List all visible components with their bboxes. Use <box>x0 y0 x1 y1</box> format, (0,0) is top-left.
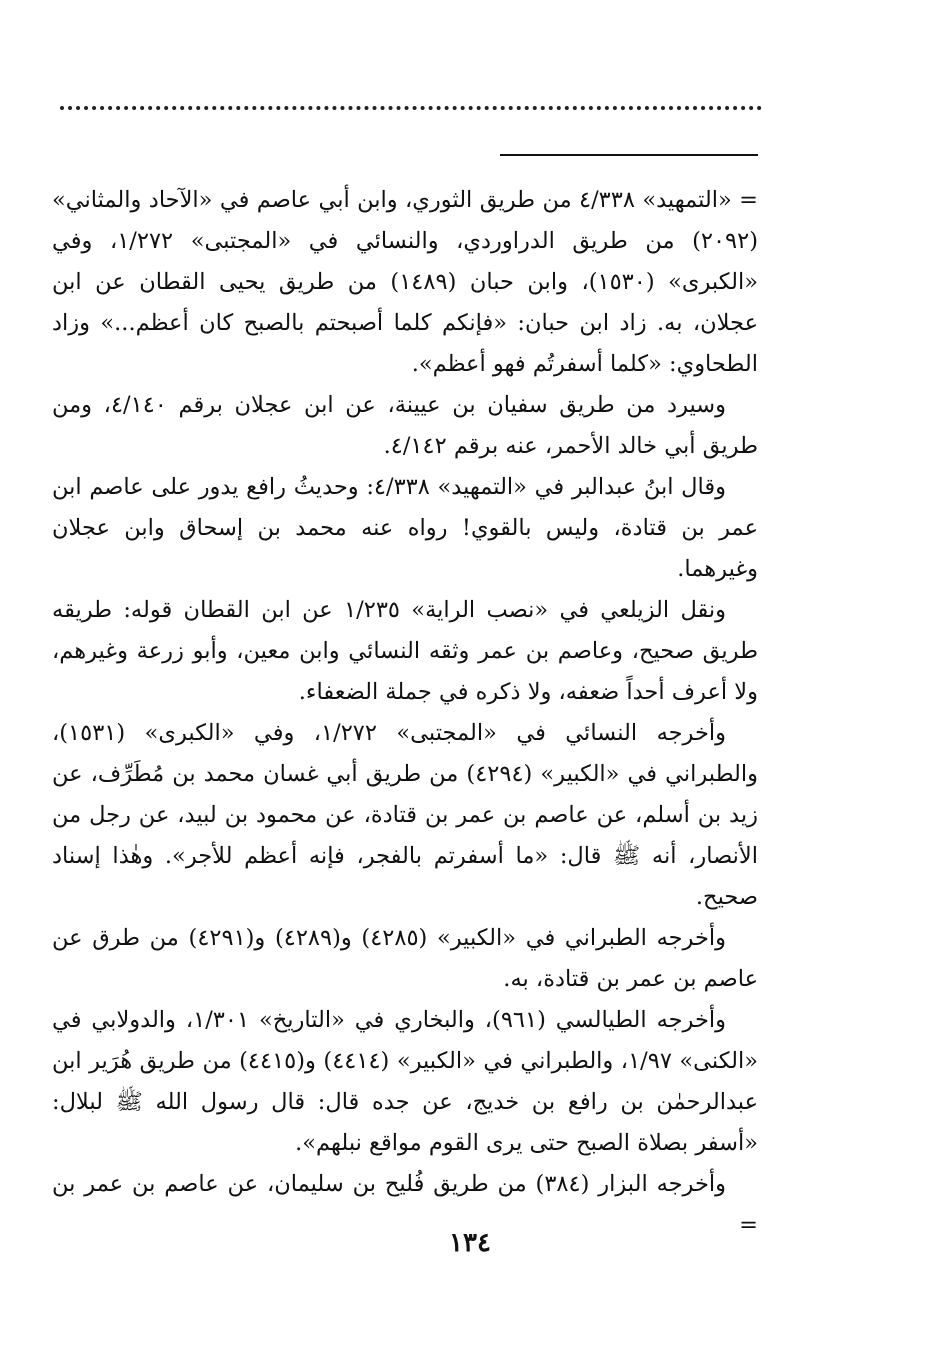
paragraph: وقال ابنُ عبدالبر في «التمهيد» ٤/٣٣٨: وحديثُ رافع يدور على عاصم ابن عمر بن قتادة، وليس بالقوي! رواه عنه محمد بن إسحاق وابن عجلان وغيرهما. <box>52 474 758 582</box>
dotted-separator <box>60 106 762 110</box>
paragraph: وأخرجه الطبراني في «الكبير» (٤٢٨٥) و(٤٢٨٩) و(٤٢٩١) من طرق عن عاصم بن عمر بن قتادة، به. <box>52 925 758 992</box>
paragraph: وأخرجه النسائي في «المجتبى» ١/٢٧٢، وفي «الكبرى» (١٥٣١)، والطبراني في «الكبير» (٤٢٩٤) من طريق أبي غسان محمد بن مُطَرِّف، عن زيد بن أسلم، عن عاصم بن عمر بن قتادة، عن محمود بن لبيد، عن رجل من الأنصار، أنه ﷺ قال: «ما أسفرتم بالفجر، فإنه أعظم للأجر». وهٰذا إسناد صحيح. <box>52 720 759 910</box>
paragraph: وسيرد من طريق سفيان بن عيينة، عن ابن عجلان برقم ٤/١٤٠، ومن طريق أبي خالد الأحمر، عنه برقم ٤/١٤٢. <box>52 392 758 459</box>
footnote-text <box>52 180 758 1246</box>
paragraph: ونقل الزيلعي في «نصب الراية» ١/٢٣٥ عن ابن القطان قوله: طريقه طريق صحيح، وعاصم بن عمر وثقه النسائي وابن معين، وأبو زرعة وغيرهم، ولا أعرف أحداً ضعفه، ولا ذكره في جملة الضعفاء. <box>52 597 758 705</box>
page-number: ١٣٤ <box>449 1228 491 1258</box>
footnote-rule <box>500 154 758 156</box>
paragraph: = «التمهيد» ٤/٣٣٨ من طريق الثوري، وابن أبي عاصم في «الآحاد والمثاني» (٢٠٩٢) من طريق الدراوردي، والنسائي في «المجتبى» ١/٢٧٢، وفي «الكبرى» (١٥٣٠)، وابن حبان (١٤٨٩) من طريق يحيى القطان عن ابن عجلان، به. زاد ابن حبان: «فإنكم كلما أصبحتم بالصبح كان أعظم...» وزاد الطحاوي: «كلما أسفرتُم فهو أعظم». <box>52 187 759 377</box>
paragraph: وأخرجه البزار (٣٨٤) من طريق فُليح بن سليمان، عن عاصم بن عمر بن = <box>52 1171 758 1238</box>
paragraph: وأخرجه الطيالسي (٩٦١)، والبخاري في «التاريخ» ١/٣٠١، والدولابي في «الكنى» ١/٩٧، والطبراني في «الكبير» (٤٤١٤) و(٤٤١٥) من طريق هُرَير ابن عبدالرحمٰن بن رافع بن خديج، عن جده قال: قال رسول الله ﷺ لبلال: «أسفر بصلاة الصبح حتى يرى القوم مواقع نبلهم». <box>52 1007 759 1156</box>
